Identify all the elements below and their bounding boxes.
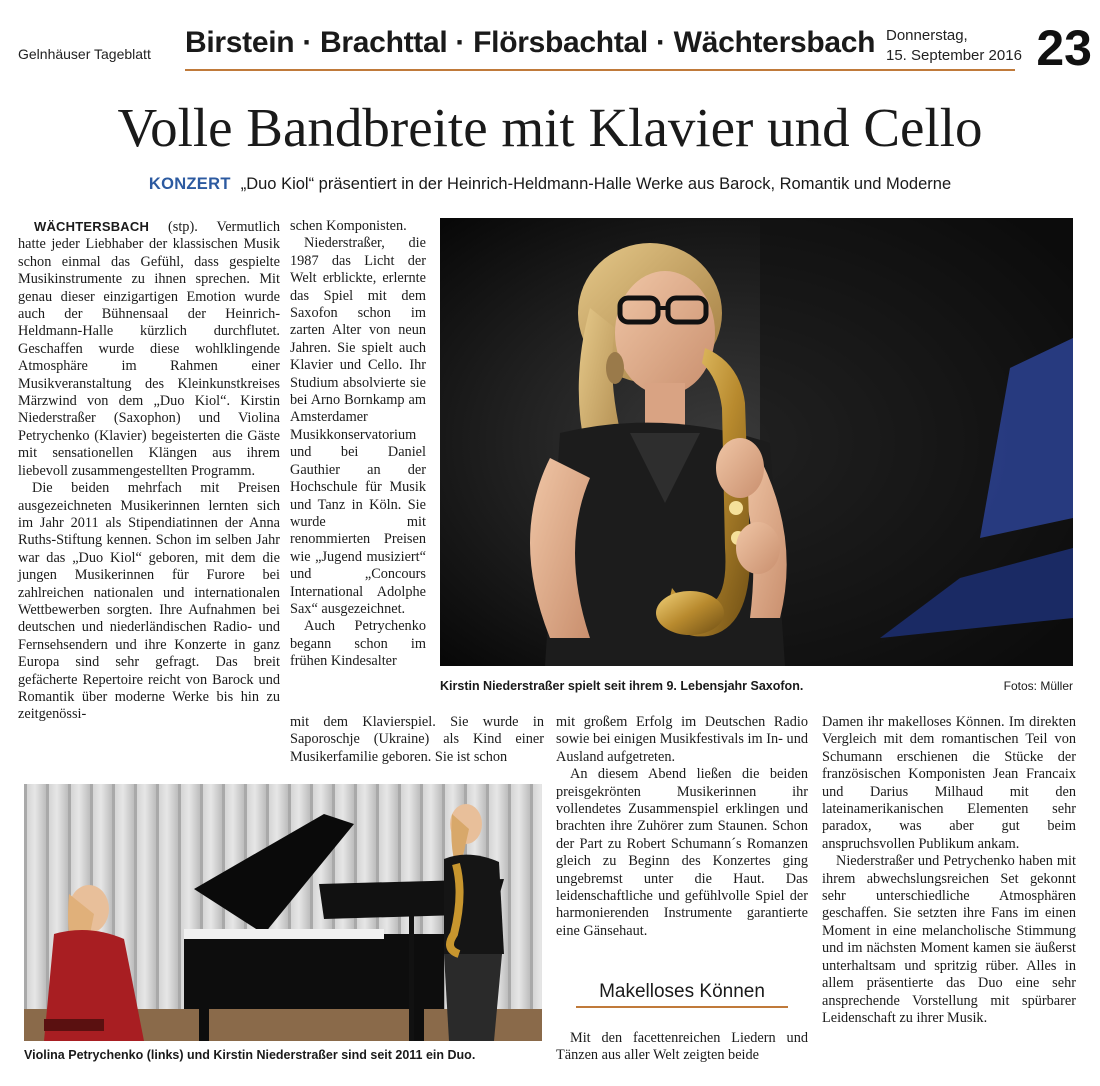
paragraph-text: (stp). Vermutlich hatte jeder Liebhaber der klassischen Musik schon einmal das Gefühl, dass gespielte Musikinstrumente zu ihnen sprechen. Mit genau dieser einzigartigen Emotion wurde auch der Bühnensaal der Heinrich-Heldmann-Halle kürzlich durchflutet. Geschaffen wurde diese wohlklingende Atmosphäre im Rahmen einer Musikveranstaltung des Kleinkunstkreises Märzwind von dem „Duo Kiol“. Kirstin Niederstraßer (Saxophon) und Violina Petrychenko (Klavier) begeisterten die Gäste mit sensationellen Klängen aus ihrem liebevoll zusammengestellten Programm. bbox=[18, 219, 280, 479]
paragraph: schen Komponisten. bbox=[290, 218, 407, 234]
duo-piano-image bbox=[24, 784, 542, 1041]
article-column-2 bbox=[290, 218, 426, 671]
photo-caption-saxophonist: Kirstin Niederstraßer spielt seit ihrem 9. Lebensjahr Saxofon. bbox=[440, 679, 804, 693]
photo-credit: Fotos: Müller bbox=[1003, 679, 1073, 693]
article-column-3-end bbox=[556, 1030, 808, 1065]
newspaper-name: Gelnhäuser Tageblatt bbox=[18, 46, 151, 62]
photo-caption-duo: Violina Petrychenko (links) und Kirstin Niederstraßer sind seit 2011 ein Duo. bbox=[24, 1048, 476, 1062]
article-headline: Volle Bandbreite mit Klavier und Cello bbox=[117, 97, 983, 158]
paragraph: Auch Petrychenko begann schon im frühen Kindesalter bbox=[290, 618, 426, 670]
article-kicker: KONZERT bbox=[148, 175, 231, 193]
article-column-1 bbox=[18, 218, 280, 724]
article-column-4 bbox=[822, 714, 1076, 1027]
column-subheading: Makelloses Können bbox=[599, 981, 765, 1002]
paragraph: Damen ihr makelloses Können. Im direkten Vergleich mit dem romantischen Teil von Schumann erschienen die Stücke der französischen Komponisten Jean Francaix und Darius Milhaud mit den lateinamerikanischen Elementen sehr paradox, was aber gut beim anspruchsvollen Publikum ankam. bbox=[822, 714, 1076, 852]
paragraph: Niederstraßer, die 1987 das Licht der Welt erblickte, erlernte das Spiel mit dem Saxofon schon im zarten Alter von neun Jahren. Sie spielt auch Klavier und Cello. Ihr Studium absolvierte sie bei Arno Bornkamp am Amsterdamer Musikkonservatorium und bei Daniel Gauthier an der Hochschule für Musik und Tanz in Köln. Sie wurde mit renommierten Preisen wie „Jugend musiziert“ und „Concours International Adolphe Sax“ ausgezeichnet. bbox=[290, 235, 426, 617]
issue-date-text: 15. September 2016 bbox=[886, 47, 1022, 64]
paragraph: mit dem Klavierspiel. Sie wurde in Saporoschje (Ukraine) als Kind einer Musikerfamilie geboren. Sie ist schon bbox=[290, 714, 544, 765]
subheadline-text: „Duo Kiol“ präsentiert in der Heinrich-Heldmann-Halle Werke aus Barock, Romantik und Moderne bbox=[240, 175, 952, 193]
header-rule bbox=[185, 69, 1015, 71]
paragraph: An diesem Abend ließen die beiden preisgekrönten Musikerinnen ihr vollendetes Zusammenspiel erklingen und brachten ihre Zuhörer zum Staunen. Schon der Part zu Robert Schumann´s Romanzen gleich zu Beginn des Konzertes ging ungebremst unter die Haut. Das leidenschaftliche und gefühlvolle Spiel der harmonierenden Instrumente garantierte eine Gänsehaut. bbox=[556, 766, 808, 939]
issue-weekday: Donnerstag, bbox=[886, 27, 968, 44]
article-column-2-continued bbox=[290, 714, 544, 766]
article-subheadline bbox=[0, 175, 1100, 194]
issue-date bbox=[886, 26, 1026, 66]
paragraph bbox=[18, 218, 280, 480]
paragraph: Niederstraßer und Petrychenko haben mit ihrem abwechslungsreichen Set gekonnt sehr unterschiedliche Atmosphären geschaffen. Sie setzten ihre Fans im einen Moment in eine melancholische Stimmung und im nächsten Moment kamen sie äußerst unterhaltsam und spritzig rüber. Alles in allem präsentierte das Duo eine sehr ansprechende Vorstellung mit spürbarer Leidenschaft zu ihrer Musik. bbox=[822, 853, 1076, 1026]
article-column-3 bbox=[556, 714, 808, 940]
paragraph: Mit den facettenreichen Liedern und Tänzen aus aller Welt zeigten beide bbox=[556, 1030, 808, 1064]
photo-saxophonist bbox=[440, 218, 1073, 666]
page-number: 23 bbox=[1036, 20, 1092, 76]
paragraph: mit großem Erfolg im Deutschen Radio sowie bei einigen Musikfestivals im In- und Ausland aufgetreten. bbox=[556, 714, 808, 765]
photo-duo-piano bbox=[24, 784, 542, 1041]
paragraph: Die beiden mehrfach mit Preisen ausgezeichneten Musikerinnen lernten sich im Jahr 2011 als Stipendiatinnen der Anna Ruths-Stiftung kennen. Schon im selben Jahr war das „Duo Kiol“ geboren, mit dem die jungen Musikerinnen für Furore bei zahlreichen nationalen und internationalen Wettbewerben sorgten. Ihre Aufnahmen bei deutschen und niederländischen Radio- und Fernsehsendern und ihre Konzerte in ganz Europa sind sehr gefragt. Das breit gefächerte Repertoire reicht von Barock und Romantik über moderne Werke bis hin zu zeitgenössi- bbox=[18, 480, 280, 723]
section-title: Birstein · Brachttal · Flörsbachtal · Wächtersbach bbox=[185, 26, 876, 59]
saxophonist-image bbox=[440, 218, 1073, 666]
dateline: WÄCHTERSBACH bbox=[34, 219, 150, 234]
subheading-rule bbox=[576, 1006, 788, 1008]
